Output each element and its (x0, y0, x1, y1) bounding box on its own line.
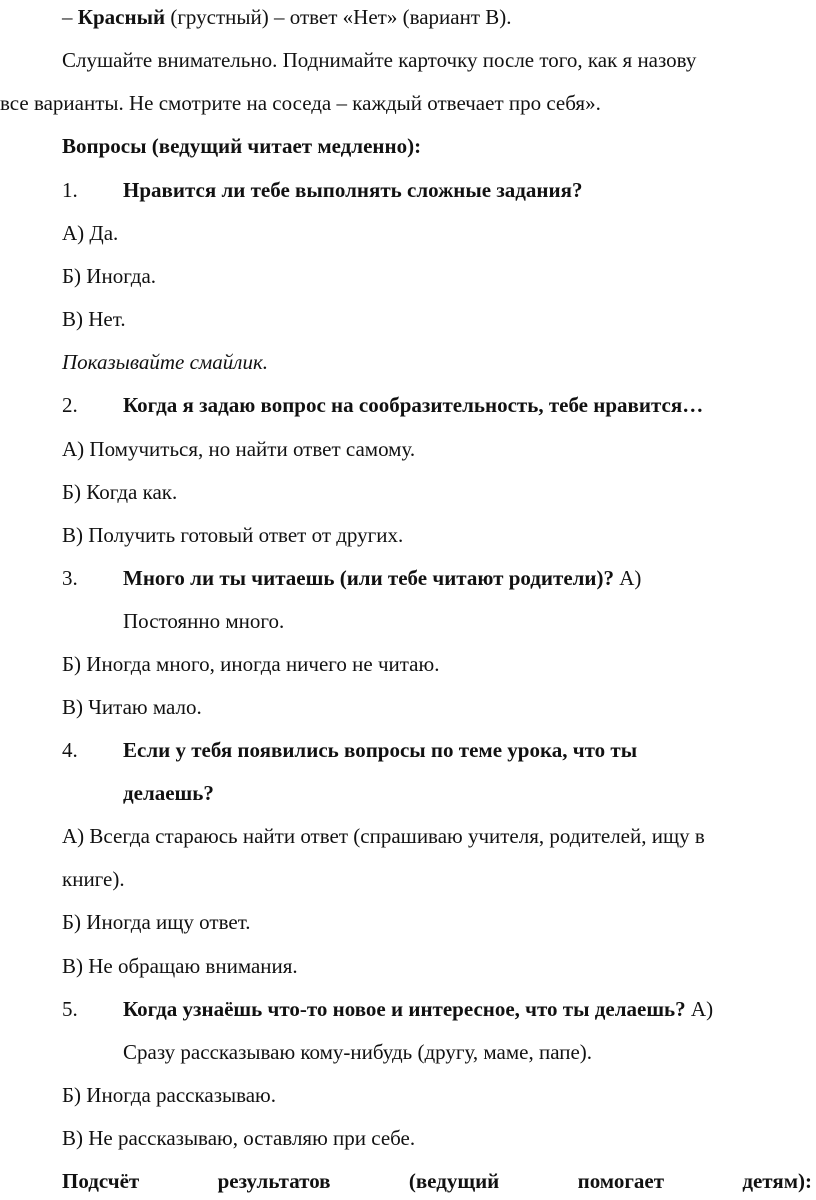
question-4-text-line-2: делаешь? (123, 781, 214, 805)
red-word: Красный (77, 5, 166, 29)
red-prefix: – (62, 5, 78, 29)
question-4-option-a-line-1: А) Всегда стараюсь найти ответ (спрашиваю учителя, родителей, ищу в (62, 824, 705, 848)
question-5-option-c: В) Не рассказываю, оставляю при себе. (62, 1126, 416, 1150)
question-5-option-a-text: Сразу рассказываю кому-нибудь (другу, маме, папе). (123, 1040, 593, 1064)
listen-line-2: все варианты. Не смотрите на соседа – каждый отвечает про себя». (0, 91, 601, 115)
question-1-option-c: В) Нет. (62, 307, 126, 331)
question-3-number: 3. (62, 566, 78, 590)
question-3-option-a-label: А) (614, 566, 642, 590)
results-heading-word: детям): (742, 1169, 812, 1193)
question-2-option-c: В) Получить готовый ответ от других. (62, 523, 404, 547)
question-1-note: Показывайте смайлик. (62, 350, 269, 374)
question-4-option-a-line-2: книге). (62, 867, 125, 891)
questions-heading: Вопросы (ведущий читает медленно): (62, 134, 422, 158)
question-5-option-a-label: А) (685, 997, 714, 1021)
question-4-number: 4. (62, 738, 78, 762)
question-3-option-c: В) Читаю мало. (62, 695, 202, 719)
question-1-option-a: А) Да. (62, 221, 119, 245)
question-5-line (123, 996, 713, 1022)
question-3-line (123, 565, 641, 591)
question-2-number: 2. (62, 393, 78, 417)
results-heading-word: (ведущий (408, 1169, 500, 1193)
question-4-text-line-1: Если у тебя появились вопросы по теме урока, что ты (123, 738, 638, 762)
question-4-option-c: В) Не обращаю внимания. (62, 954, 298, 978)
question-1-number: 1. (62, 178, 78, 202)
question-2-text: Когда я задаю вопрос на сообразительность, тебе нравится… (123, 393, 704, 417)
results-heading-word: Подсчёт (62, 1169, 140, 1193)
question-5-text: Когда узнаёшь что-то новое и интересное, что ты делаешь? (123, 997, 686, 1021)
results-heading (62, 1168, 812, 1194)
question-2-option-b: Б) Когда как. (62, 480, 178, 504)
listen-line-1: Слушайте внимательно. Поднимайте карточку после того, как я назову (62, 48, 697, 72)
question-3-option-b: Б) Иногда много, иногда ничего не читаю. (62, 652, 440, 676)
question-4-option-b: Б) Иногда ищу ответ. (62, 910, 251, 934)
red-rest: (грустный) – ответ «Нет» (вариант В). (165, 5, 512, 29)
question-3-text: Много ли ты читаешь (или тебе читают родители)? (123, 566, 615, 590)
question-1-option-b: Б) Иногда. (62, 264, 157, 288)
question-5-option-b: Б) Иногда рассказываю. (62, 1083, 276, 1107)
question-5-number: 5. (62, 997, 78, 1021)
question-1-text: Нравится ли тебе выполнять сложные задания? (123, 178, 583, 202)
question-3-option-a-text: Постоянно много. (123, 609, 285, 633)
intro-red-line (62, 4, 512, 30)
question-2-option-a: А) Помучиться, но найти ответ самому. (62, 437, 416, 461)
results-heading-word: помогает (577, 1169, 665, 1193)
results-heading-word: результатов (217, 1169, 331, 1193)
